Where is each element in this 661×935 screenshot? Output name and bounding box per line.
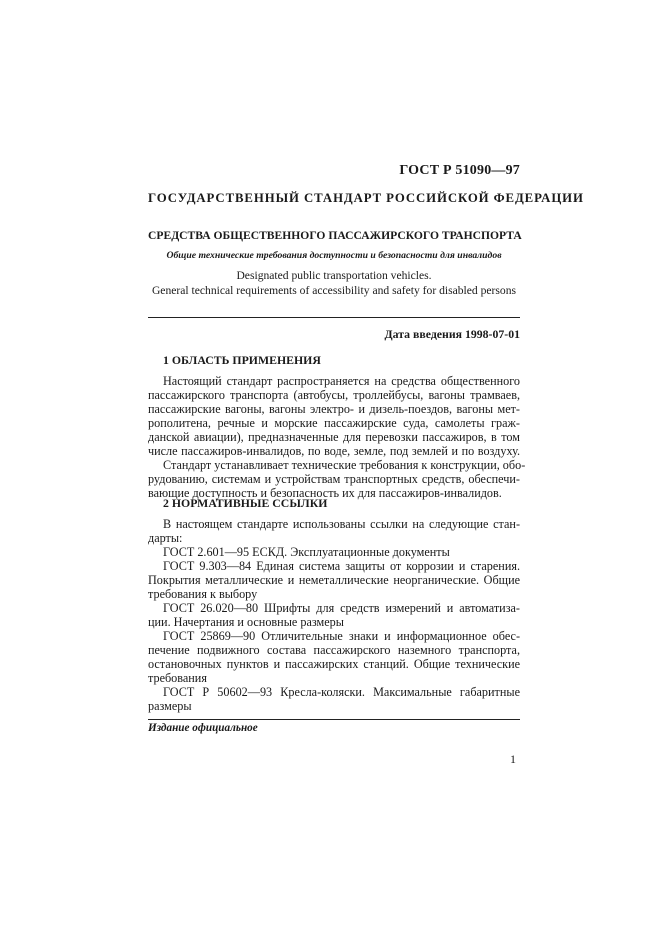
section-1-line: пассажирские вагоны, вагоны электро- и дизель-поездов, вагоны мет- bbox=[148, 402, 520, 416]
section-2-heading: 2 НОРМАТИВНЫЕ ССЫЛКИ bbox=[163, 496, 328, 510]
reference-gost-r-50602: ГОСТ Р 50602—93 Кресла-коляски. Максимальные габаритные bbox=[163, 685, 520, 699]
section-1-line: вающие доступность и безопасность их для пассажиров-инвалидов. bbox=[148, 486, 502, 500]
section-1-line: Стандарт устанавливает технические требования к конструкции, обо- bbox=[163, 458, 526, 472]
page-number: 1 bbox=[510, 752, 516, 766]
english-title-line-1: Designated public transportation vehicles. bbox=[236, 269, 432, 282]
introduction-date: Дата введения 1998-07-01 bbox=[384, 327, 520, 341]
section-2-line: остановочных пунктов и пассажирских станций. Общие технические bbox=[148, 657, 520, 671]
official-edition-label: Издание официальное bbox=[148, 722, 258, 734]
section-2-line: требования к выбору bbox=[148, 587, 258, 601]
section-1-line: данской авиации), предназначенные для перевозки пассажиров, в том bbox=[148, 430, 520, 444]
section-2-line: размеры bbox=[148, 699, 192, 713]
english-title-line-2: General technical requirements of accessibility and safety for disabled persons bbox=[151, 284, 517, 297]
section-1-line: числе пассажиров-инвалидов, по воде, земле, под землей и по воздуху. bbox=[148, 444, 520, 458]
document-title: СРЕДСТВА ОБЩЕСТВЕННОГО ПАССАЖИРСКОГО ТРАНСПОРТА bbox=[148, 229, 522, 242]
section-2-line: Покрытия металлические и неметаллические неорганические. Общие bbox=[148, 573, 520, 587]
document-subtitle: Общие технические требования доступности и безопасности для инвалидов bbox=[166, 250, 502, 261]
standard-number: ГОСТ Р 51090—97 bbox=[399, 163, 520, 178]
section-2-line: В настоящем стандарте использованы ссылки на следующие стан- bbox=[163, 517, 520, 531]
state-standard-title: ГОСУДАРСТВЕННЫЙ СТАНДАРТ РОССИЙСКОЙ ФЕДЕРАЦИИ bbox=[148, 191, 584, 205]
bottom-divider bbox=[148, 719, 520, 720]
section-2-line: дарты: bbox=[148, 531, 183, 545]
section-1-line: пассажирского транспорта (автобусы, троллейбусы, вагоны трамваев, bbox=[148, 388, 520, 402]
reference-gost-25869: ГОСТ 25869—90 Отличительные знаки и информационное обес- bbox=[163, 629, 520, 643]
reference-gost-2-601: ГОСТ 2.601—95 ЕСКД. Эксплуатационные документы bbox=[163, 545, 450, 559]
section-1-heading: 1 ОБЛАСТЬ ПРИМЕНЕНИЯ bbox=[163, 353, 321, 367]
section-2-line: требования bbox=[148, 671, 207, 685]
section-1-line: Настоящий стандарт распространяется на средства общественного bbox=[163, 374, 520, 388]
section-1-line: рудованию, системам и устройствам транспортных средств, обеспечи- bbox=[148, 472, 520, 486]
reference-gost-26-020: ГОСТ 26.020—80 Шрифты для средств измерений и автоматиза- bbox=[163, 601, 520, 615]
section-1-line: рополитена, речные и морские пассажирские суда, самолеты граж- bbox=[148, 416, 520, 430]
section-2-line: печение подвижного состава пассажирского наземного транспорта, bbox=[148, 643, 520, 657]
section-2-line: ции. Начертания и основные размеры bbox=[148, 615, 344, 629]
reference-gost-9-303: ГОСТ 9.303—84 Единая система защиты от коррозии и старения. bbox=[163, 559, 520, 573]
top-divider bbox=[148, 317, 520, 318]
